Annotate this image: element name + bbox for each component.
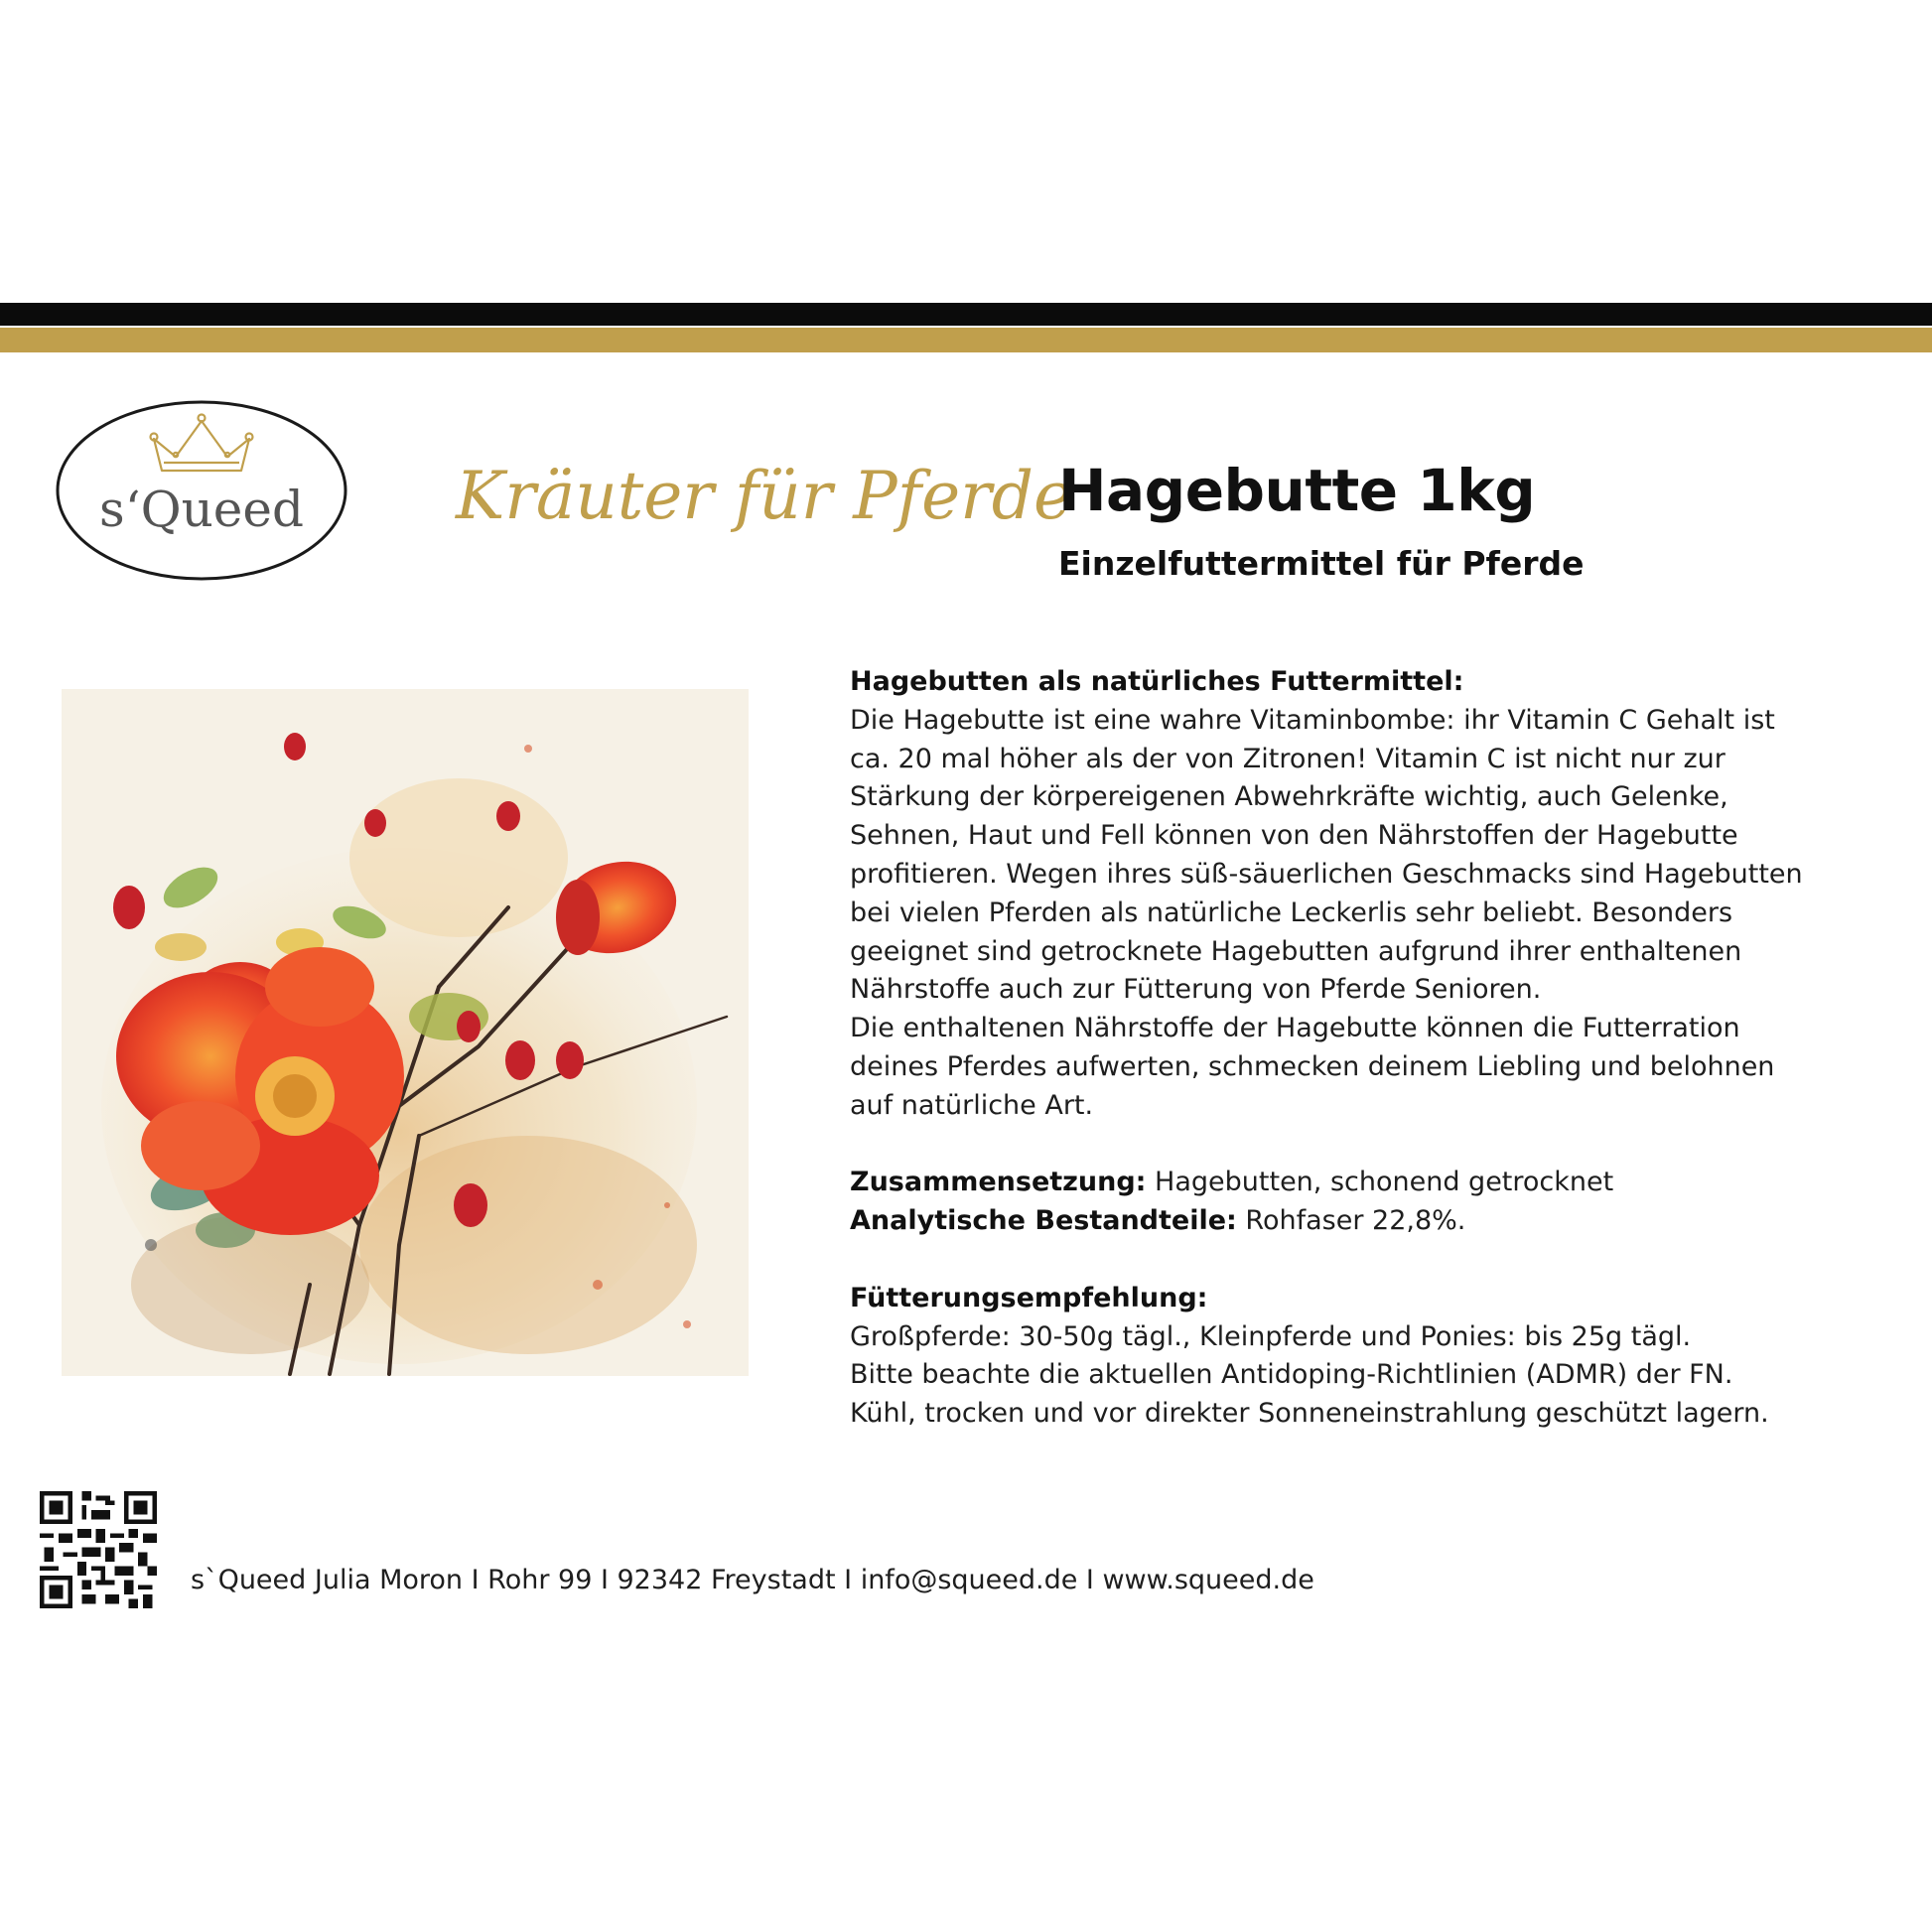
description-line: Sehnen, Haut und Fell können von den Nährstoffen der Hagebutte <box>850 820 1738 852</box>
description-line: ca. 20 mal höher als der von Zitronen! Vitamin C ist nicht nur zur <box>850 743 1725 774</box>
feeding-line: Kühl, trocken und vor direkter Sonneneinstrahlung geschützt lagern. <box>850 1398 1769 1430</box>
feeding-line: Bitte beachte die aktuellen Antidoping-Richtlinien (ADMR) der FN. <box>850 1359 1733 1391</box>
crown-icon <box>151 415 253 472</box>
rosehip-watercolor-image <box>62 689 749 1376</box>
description-line: Die Hagebutte ist eine wahre Vitaminbombe: ihr Vitamin C Gehalt ist <box>850 704 1775 736</box>
analytics-row <box>850 1202 1853 1241</box>
description-line: bei vielen Pferden als natürliche Leckerlis sehr beliebt. Besonders <box>850 897 1733 928</box>
composition-row <box>850 1164 1853 1202</box>
squeed-logo <box>55 399 348 582</box>
product-title: Hagebutte 1kg <box>1058 457 1536 524</box>
feeding-heading: Fütterungsempfehlung: <box>850 1282 1208 1313</box>
description-heading: Hagebutten als natürliches Futtermittel: <box>850 666 1464 697</box>
product-subtitle: Einzelfuttermittel für Pferde <box>1058 544 1585 583</box>
tagline-script <box>452 427 1073 576</box>
description-line: Nährstoffe auch zur Fütterung von Pferde Senioren. <box>850 974 1542 1006</box>
logo-wordmark: s‘Queed <box>99 481 304 538</box>
composition-value: Hagebutten, schonend getrocknet <box>1146 1167 1614 1198</box>
description-line: Die enthaltenen Nährstoffe der Hagebutte können die Futterration <box>850 1013 1740 1044</box>
feeding-line: Großpferde: 30-50g tägl., Kleinpferde und Ponies: bis 25g tägl. <box>850 1320 1692 1352</box>
description-line: auf natürliche Art. <box>850 1089 1094 1121</box>
top-gold-bar <box>0 328 1932 352</box>
footer-contact: s`Queed Julia Moron I Rohr 99 I 92342 Freystadt I info@squeed.de I www.squeed.de <box>191 1565 1314 1595</box>
description-line: deines Pferdes aufwerten, schmecken deinem Liebling und belohnen <box>850 1050 1775 1082</box>
description-line: Stärkung der körpereigenen Abwehrkräfte wichtig, auch Gelenke, <box>850 781 1728 813</box>
tagline-text: Kräuter für Pferde <box>456 458 1073 534</box>
product-description <box>850 663 1853 1434</box>
composition-label: Zusammensetzung: <box>850 1167 1147 1198</box>
analytics-value: Rohfaser 22,8%. <box>1236 1205 1466 1237</box>
description-line: geeignet sind getrocknete Hagebutten aufgrund ihrer enthaltenen <box>850 935 1742 967</box>
description-line: profitieren. Wegen ihres süß-säuerlichen Geschmacks sind Hagebutten <box>850 858 1803 890</box>
analytics-label: Analytische Bestandteile: <box>850 1205 1237 1237</box>
top-black-bar <box>0 303 1932 326</box>
qr-code-icon <box>40 1491 157 1608</box>
